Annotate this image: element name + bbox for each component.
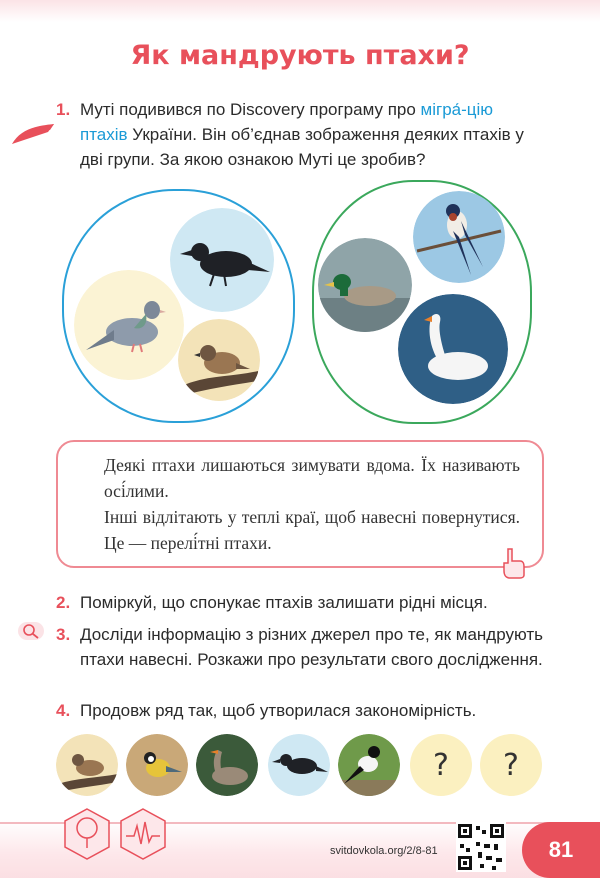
arrow-pointer-icon — [10, 118, 56, 146]
sequence-magpie — [338, 734, 400, 796]
sequence-crow — [268, 734, 330, 796]
sparrow-image — [178, 319, 260, 401]
info-box — [56, 440, 544, 568]
migration-link[interactable]: мігра́-цію птахів — [80, 100, 494, 144]
task-3 — [56, 622, 544, 672]
magnifier-icon — [18, 620, 44, 642]
task-number: 4. — [56, 701, 71, 720]
qr-code-icon[interactable] — [456, 822, 506, 872]
info-resident: Деякі птахи лишаються зимувати вдома. Їх називають осі́лими. — [104, 455, 520, 501]
pointing-hand-icon — [500, 547, 526, 579]
top-band — [0, 0, 600, 22]
task-number: 1. — [56, 100, 71, 119]
pigeon-image — [74, 270, 184, 380]
pulse-hex-icon — [120, 808, 166, 860]
task-text: Продовж ряд так, щоб утворилася закономірність. — [80, 701, 477, 720]
task-number: 2. — [56, 593, 71, 612]
task-2 — [56, 590, 544, 615]
swan-image — [398, 294, 508, 404]
page-number: 81 — [522, 822, 600, 878]
page-title: Як мандрують птахи? — [130, 40, 470, 71]
task-text: Муті подивився по Discovery програму про — [80, 100, 421, 119]
sequence-sparrow — [56, 734, 118, 796]
sequence-question-1: ? — [410, 734, 472, 796]
task-text: Досліди інформацію з різних джерел про те, як мандрують птахи навесні. Розкажи про результати свого дослідження. — [80, 625, 544, 669]
task-number: 3. — [56, 625, 71, 644]
task-4 — [56, 698, 544, 723]
task-text-cont: України. Він об’єднав зображення деяких птахів у дві групи. За якою ознакою Муті це зробив? — [80, 125, 524, 169]
resource-url[interactable]: svitdovkola.org/2/8-81 — [330, 845, 438, 857]
sequence-tit — [126, 734, 188, 796]
sequence-goose — [196, 734, 258, 796]
crow-image — [170, 208, 274, 312]
task-1 — [56, 97, 544, 172]
tree-hex-icon — [64, 808, 110, 860]
sequence-question-2: ? — [480, 734, 542, 796]
swallow-image — [413, 191, 505, 283]
duck-image — [318, 238, 412, 332]
task-text: Поміркуй, що спонукає птахів залишати рідні місця. — [80, 593, 488, 612]
info-migratory: Інші відлітають у теплі краї, щоб навесні повернутися. Це — перелі́тні птахи. — [104, 507, 520, 553]
